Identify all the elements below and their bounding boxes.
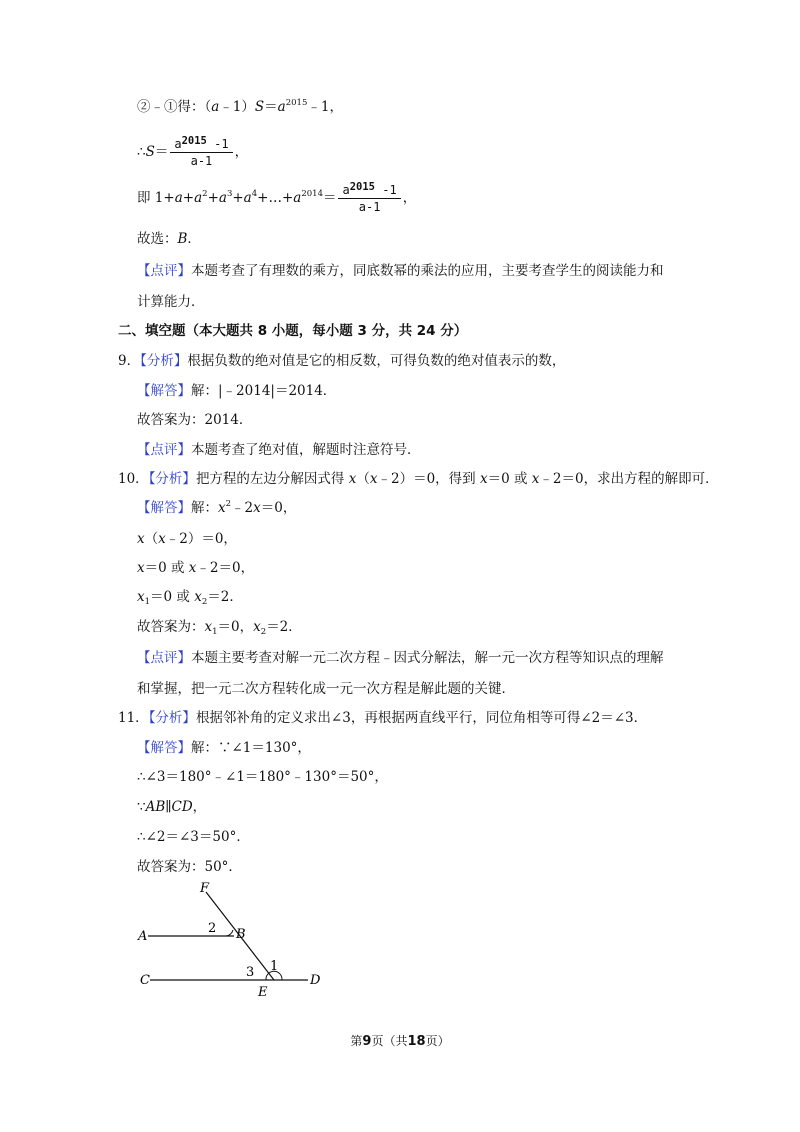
var-s: S: [145, 144, 155, 160]
text: ﹣1）: [219, 99, 255, 115]
angle-3-arc: [266, 973, 269, 980]
therefore: ∴: [137, 144, 146, 160]
q10-comment: 【点评】本题主要考查对解一元二次方程﹣因式分解法，解一元一次方程等知识点的理解: [137, 650, 664, 666]
var-a: a: [277, 99, 286, 115]
numerator-tail: -1: [206, 136, 229, 151]
comment-tag: 【点评】: [137, 650, 191, 666]
label-angle-2: 2: [208, 921, 217, 936]
answer-tag: 【解答】: [137, 740, 191, 756]
section-heading: 二、填空题（本大题共 8 小题，每小题 3 分，共 24 分）: [118, 323, 468, 339]
q10-result: 故答案为：$x_1=0$，$x_2=2$．: [137, 619, 302, 637]
q9-analysis: 9．【分析】根据负数的绝对值是它的相反数，可得负数的绝对值表示的数，: [118, 353, 566, 369]
numerator-exponent: 2015: [181, 134, 207, 147]
solution-line-1: [137, 97, 343, 117]
analysis-tag: 【分析】: [148, 471, 196, 487]
comment-line: [137, 261, 664, 281]
text: ②﹣①得：（: [137, 99, 212, 115]
comment-text: 本题考查了有理数的乘方，同底数幂的乘法的应用，主要考查学生的阅读能力和: [191, 263, 664, 279]
q11-step-1: ∴∠3＝180°﹣∠1＝180°﹣130°＝50°，: [137, 769, 388, 785]
comment-tag: 【点评】: [137, 263, 191, 279]
q9-comment: 【点评】本题考查了绝对值，解题时注意符号．: [137, 442, 421, 458]
solution-line-3: 即 $1+a+a^2+a^3+a^4+\dots+a^{2014}=$ $\frac{a^{2015} -1}{a-1}$ ，: [137, 180, 417, 214]
q9-answer: 【解答】解：|﹣2014|＝2014．: [137, 383, 337, 399]
q11-step-2: ∵AB∥CD，: [137, 799, 207, 815]
question-number: 10．: [118, 471, 149, 487]
label-d: D: [310, 973, 321, 988]
text: ，: [234, 144, 249, 160]
label-f: F: [200, 881, 210, 896]
q10-step-1: x（x﹣2）＝0，: [137, 531, 237, 547]
answer-letter: B: [177, 231, 188, 247]
q10-step-2: x＝0 或 x﹣2＝0，: [137, 560, 255, 576]
var-s: S: [254, 99, 265, 115]
var-a: a: [211, 99, 220, 115]
answer-tag: 【解答】: [137, 383, 191, 399]
analysis-tag: 【分析】: [140, 353, 188, 369]
q10-analysis: 10．【分析】把方程的左边分解因式得 x（x﹣2）＝0，得到 x＝0 或 x﹣2＝0，求出方程的解即可．: [118, 471, 719, 487]
page-footer: 第9页（共18页）: [350, 1034, 450, 1049]
text: 即 1+: [137, 190, 175, 206]
label-c: C: [140, 973, 150, 988]
q11-result: 故答案为：50°．: [137, 859, 242, 875]
q10-comment-2: 和掌握，把一元二次方程转化成一元一次方程是解此题的关键．: [137, 681, 515, 697]
q11-analysis: 11．【分析】根据邻补角的定义求出∠3，再根据两直线平行，同位角相等可得∠2＝∠3．: [118, 710, 648, 726]
denominator: a-1: [190, 153, 213, 168]
q10-answer: 【解答】解：$x^2﹣2x=0$，: [137, 499, 297, 516]
geometry-figure: [130, 878, 340, 1008]
answer-tag: 【解答】: [137, 500, 191, 516]
var-a: a: [174, 190, 183, 206]
label-e: E: [258, 985, 268, 1000]
solution-choice: 故选：B．: [137, 231, 201, 247]
q10-step-3: $x_1=0$ 或 $x_2=2$．: [137, 589, 243, 607]
label-b: B: [236, 927, 246, 942]
fraction: $\frac{a^{2015} -1}{a-1}$: [338, 183, 400, 215]
solution-line-2: [137, 134, 248, 170]
label-angle-1: 1: [270, 959, 279, 974]
total-pages: 18: [407, 1034, 426, 1049]
comment-tag: 【点评】: [137, 442, 191, 458]
numerator-base: a: [174, 136, 182, 151]
angle-2-arc: [226, 930, 233, 936]
text: ＝: [154, 144, 169, 160]
q9-result: 故答案为：2014．: [137, 412, 253, 428]
text: ﹣1，: [307, 99, 343, 115]
fraction: [170, 134, 232, 169]
question-number: 9．: [118, 353, 141, 369]
q11-answer: 【解答】解：∵∠1＝130°，: [137, 740, 311, 756]
text: ＝: [322, 190, 337, 206]
text: ＝: [264, 99, 278, 115]
q11-step-3: ∴∠2＝∠3＝50°．: [137, 829, 250, 845]
exponent: 2015: [285, 98, 308, 108]
analysis-tag: 【分析】: [148, 710, 196, 726]
page-number: 9: [362, 1034, 372, 1049]
comment-line-2: 计算能力．: [137, 294, 205, 310]
label-angle-3: 3: [246, 965, 255, 980]
question-number: 11．: [118, 710, 149, 726]
label-a: A: [138, 929, 148, 944]
